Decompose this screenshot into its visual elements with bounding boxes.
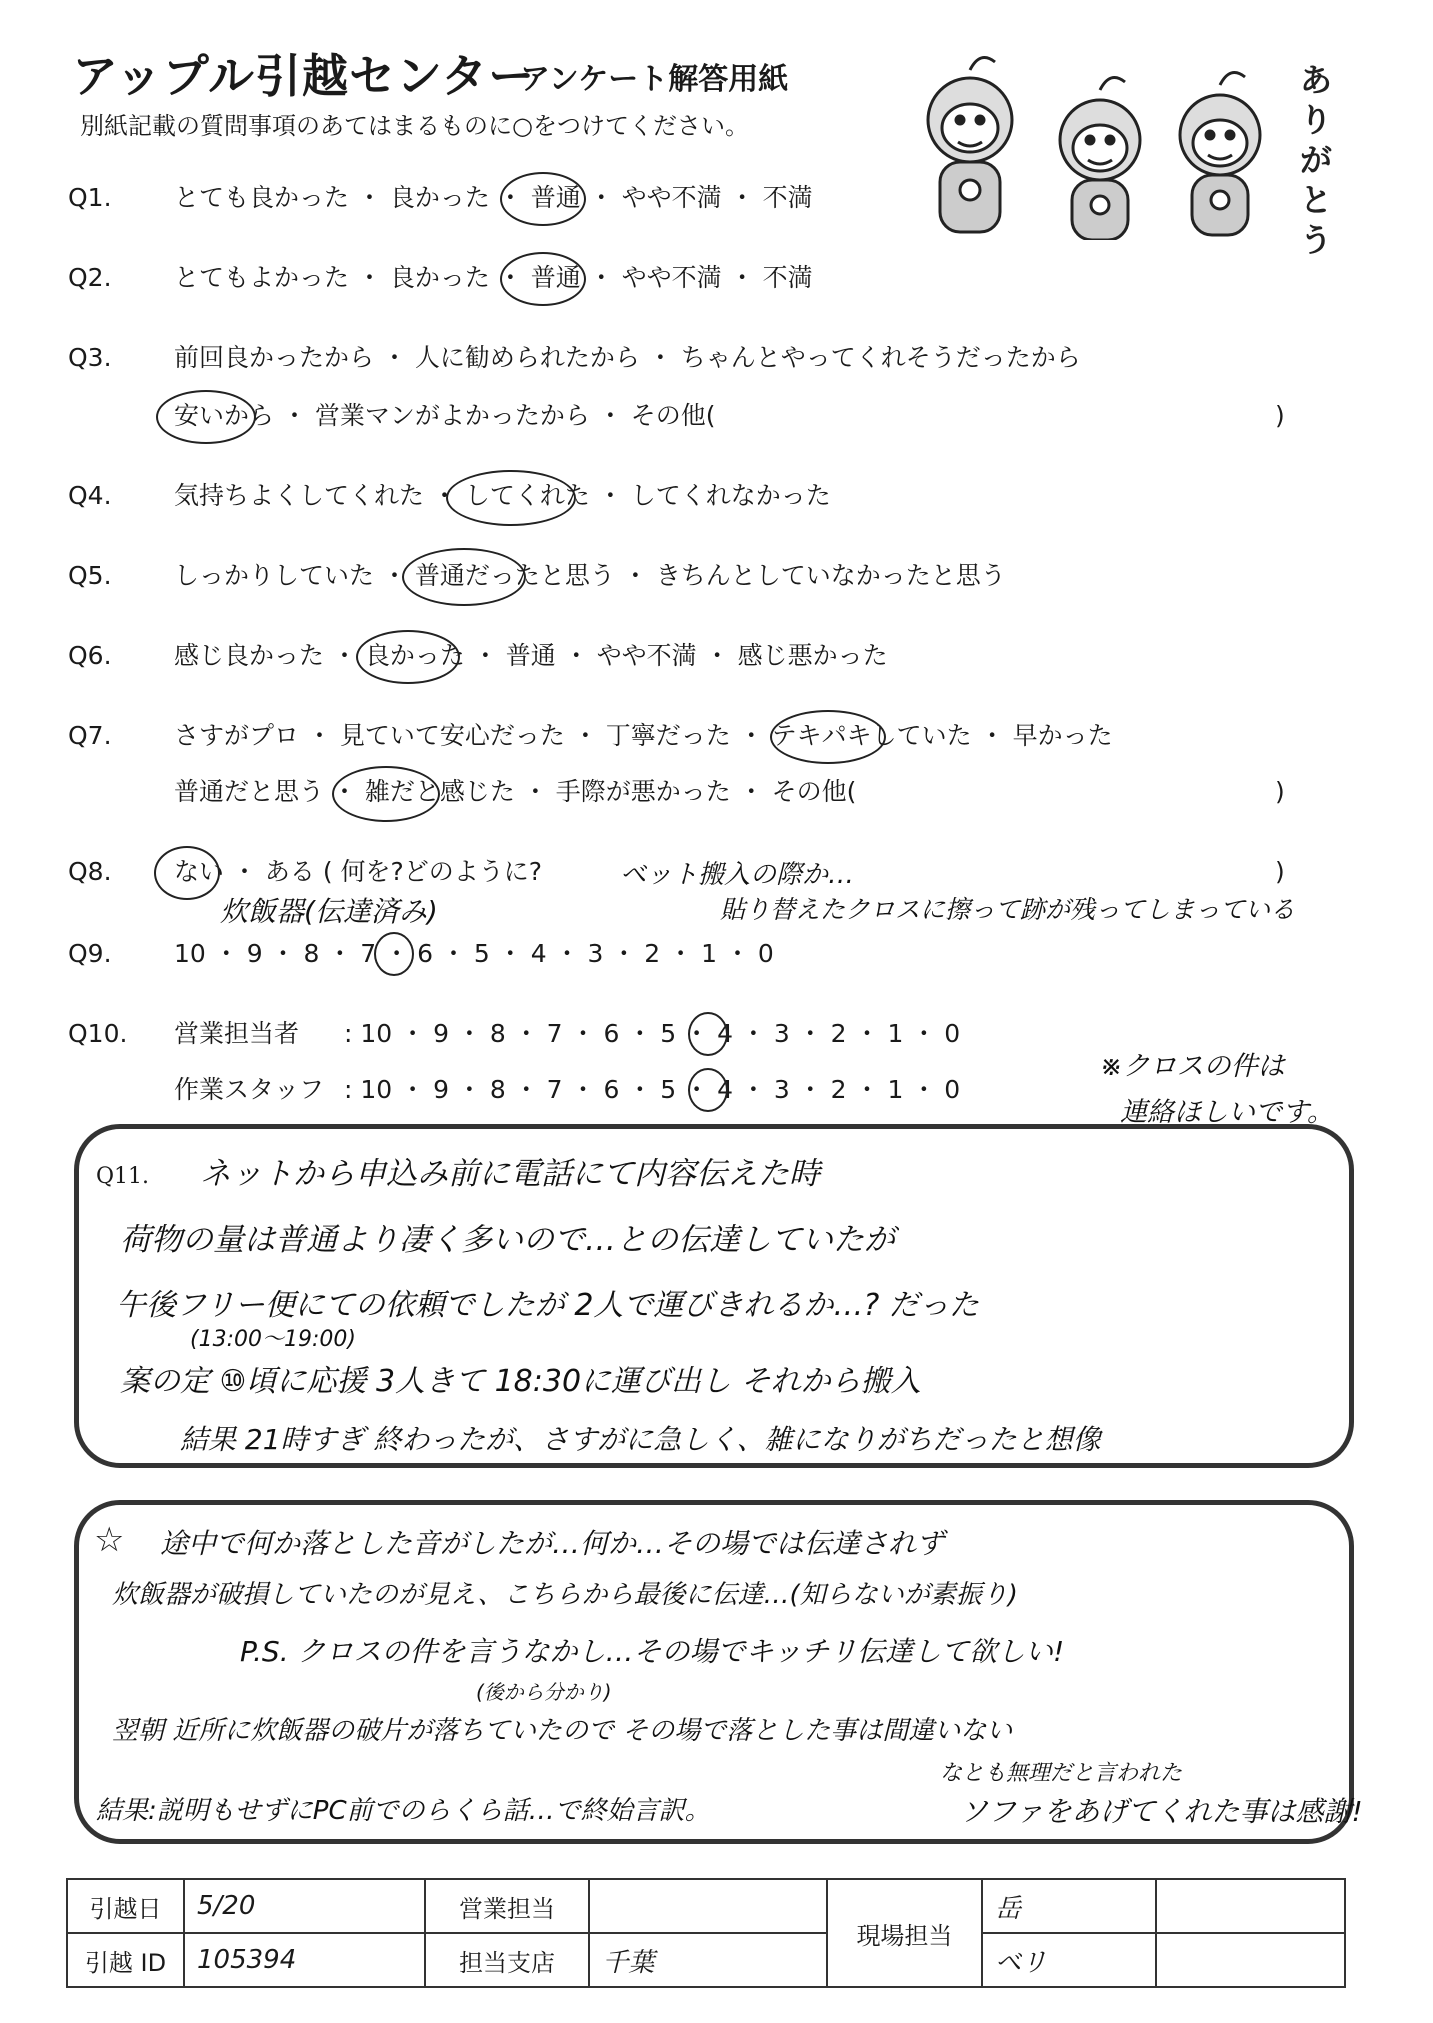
handwritten-star-line: なとも無理だと言われた <box>940 1761 1183 1786</box>
q10-sales-label: 営業担当者 <box>174 1019 300 1048</box>
handwritten-star-line: P.S. クロスの件を言うなかし…その場でキッチリ伝達して欲しい! <box>240 1635 1065 1668</box>
handwritten-q11-line: ネットから申込み前に電話にて内容伝えた時 <box>200 1156 820 1192</box>
question-number: Q5. <box>68 561 112 590</box>
move-date-label: 引越日 <box>67 1879 184 1933</box>
close-paren: ) <box>1275 401 1285 430</box>
question-options: 感じ良かった ・ 良かった ・ 普通 ・ やや不満 ・ 感じ悪かった <box>174 641 888 670</box>
thanks-text: ありがとう <box>1300 61 1333 259</box>
question-q3-line2: 安いから ・ 営業マンがよかったから ・ その他( <box>174 401 716 430</box>
handwritten-q10-note-2: 連絡ほしいです。 <box>1120 1097 1334 1128</box>
question-options: とても良かった ・ 良かった ・ 普通 ・ やや不満 ・ 不満 <box>174 183 813 212</box>
handwritten-q8-a: 炊飯器(伝達済み) <box>220 895 438 928</box>
question-options: さすがプロ ・ 見ていて安心だった ・ 丁寧だった ・ テキパキしていた ・ 早かった <box>174 721 1113 750</box>
handwritten-q11-line: (13:00〜19:00) <box>190 1327 356 1352</box>
handwritten-star-line: ソファをあげてくれた事は感謝! <box>960 1795 1363 1828</box>
question-q5 <box>68 556 1006 596</box>
branch-label: 担当支店 <box>425 1933 590 1987</box>
question-number: Q6. <box>68 641 112 670</box>
site-value-2: ベリ <box>982 1933 1156 1987</box>
question-options: 気持ちよくしてくれた ・ してくれた ・ してくれなかった <box>174 481 831 510</box>
question-q8 <box>68 852 542 892</box>
question-number: Q9. <box>68 939 112 968</box>
company-title: アップル引越センター <box>72 49 536 103</box>
question-number: Q4. <box>68 481 112 510</box>
question-number: Q7. <box>68 721 112 750</box>
q10-staff-scale: : 10 ・ 9 ・ 8 ・ 7 ・ 6 ・ 5 ・ 4 ・ 3 ・ 2 ・ 1 ・ 0 <box>344 1075 961 1104</box>
handwritten-q11-line: 荷物の量は普通より凄く多いので…との伝達していたが <box>120 1222 895 1258</box>
question-q7-line2: 普通だと思う ・ 雑だと感じた ・ 手際が悪かった ・ その他( <box>174 777 857 806</box>
footer-info-table <box>66 1878 1346 1988</box>
site-extra-cell <box>1156 1879 1345 1933</box>
close-paren: ) <box>1275 857 1285 886</box>
question-q1 <box>68 178 813 218</box>
question-options: ない ・ ある ( 何を?どのように? <box>174 857 543 886</box>
sales-value <box>589 1879 826 1933</box>
handwritten-q8-b: ベット搬入の際か… <box>620 860 855 890</box>
answer-circle <box>356 630 460 684</box>
question-number: Q2. <box>68 263 112 292</box>
question-options: とてもよかった ・ 良かった ・ 普通 ・ やや不満 ・ 不満 <box>174 263 813 292</box>
instruction-text: 別紙記載の質問事項のあてはまるものに○をつけてください。 <box>80 112 749 140</box>
question-number: Q8. <box>68 857 112 886</box>
handwritten-star-line: 翌朝 近所に炊飯器の破片が落ちていたので その場で落とした事は間違いない <box>112 1716 1013 1746</box>
question-options: 前回良かったから ・ 人に勧められたから ・ ちゃんとやってくれそうだったから <box>174 343 1081 372</box>
branch-value: 千葉 <box>589 1933 826 1987</box>
move-id-value: 105394 <box>184 1933 425 1987</box>
question-number: Q10. <box>68 1019 128 1048</box>
answer-circle <box>154 846 220 900</box>
handwritten-star-line: 炊飯器が破損していたのが見え、こちらから最後に伝達…(知らないが素振り) <box>112 1580 1018 1610</box>
site-extra-cell <box>1156 1933 1345 1987</box>
question-options: しっかりしていた ・ 普通だったと思う ・ きちんとしていなかったと思う <box>174 561 1006 590</box>
mascot-illustration <box>880 40 1340 240</box>
q10-staff-label: 作業スタッフ <box>174 1075 325 1104</box>
handwritten-q10-note-1: ※クロスの件は <box>1100 1051 1285 1082</box>
site-value-1: 岳 <box>982 1879 1156 1933</box>
question-q3 <box>68 338 1081 378</box>
handwritten-star-line: 途中で何か落とした音がしたが…何か…その場では伝達されず <box>160 1527 945 1560</box>
answer-circle <box>688 1068 728 1112</box>
site-label: 現場担当 <box>827 1879 982 1987</box>
question-q10 <box>68 1014 960 1054</box>
move-date-value: 5/20 <box>184 1879 425 1933</box>
question-q2 <box>68 258 813 298</box>
answer-circle <box>446 470 576 526</box>
answer-circle <box>332 766 440 822</box>
star-icon: ☆ <box>94 1520 125 1560</box>
move-id-label: 引越 ID <box>67 1933 184 1987</box>
handwritten-star-line: 結果:説明もせずにPC前でのらくら話…で終始言訳。 <box>96 1796 711 1826</box>
q10-sales-scale: : 10 ・ 9 ・ 8 ・ 7 ・ 6 ・ 5 ・ 4 ・ 3 ・ 2 ・ 1 ・ 0 <box>344 1019 961 1048</box>
handwritten-q11-line: 午後フリー便にての依頼でしたが 2人で運びきれるか…? だった <box>116 1288 979 1323</box>
handwritten-star-line: (後から分かり) <box>476 1680 612 1704</box>
answer-circle <box>156 390 256 444</box>
handwritten-q11-line: 案の定 ⑩頃に応援 3人きて 18:30に運び出し それから搬入 <box>120 1364 921 1399</box>
question-q10-staff <box>68 1070 960 1110</box>
question-q7 <box>68 716 1113 756</box>
question-q9 <box>68 934 774 974</box>
handwritten-q8-c: 貼り替えたクロスに擦って跡が残ってしまっている <box>720 895 1296 924</box>
answer-circle <box>770 710 886 764</box>
question-number: Q1. <box>68 183 112 212</box>
answer-circle <box>688 1012 728 1056</box>
answer-circle <box>500 172 586 226</box>
q11-label: Q11. <box>96 1164 150 1189</box>
answer-circle <box>500 252 586 306</box>
answer-circle <box>374 932 414 976</box>
close-paren: ) <box>1275 777 1285 806</box>
answer-circle <box>402 548 526 606</box>
handwritten-q11-line: 結果 21時すぎ 終わったが、さすがに急しく、雑になりがちだったと想像 <box>180 1423 1101 1456</box>
question-options: 10 ・ 9 ・ 8 ・ 7 ・ 6 ・ 5 ・ 4 ・ 3 ・ 2 ・ 1 ・ 0 <box>174 939 774 968</box>
sales-label: 営業担当 <box>425 1879 590 1933</box>
question-number: Q3. <box>68 343 112 372</box>
form-subtitle: アンケート解答用紙 <box>520 62 789 97</box>
question-q6 <box>68 636 888 676</box>
